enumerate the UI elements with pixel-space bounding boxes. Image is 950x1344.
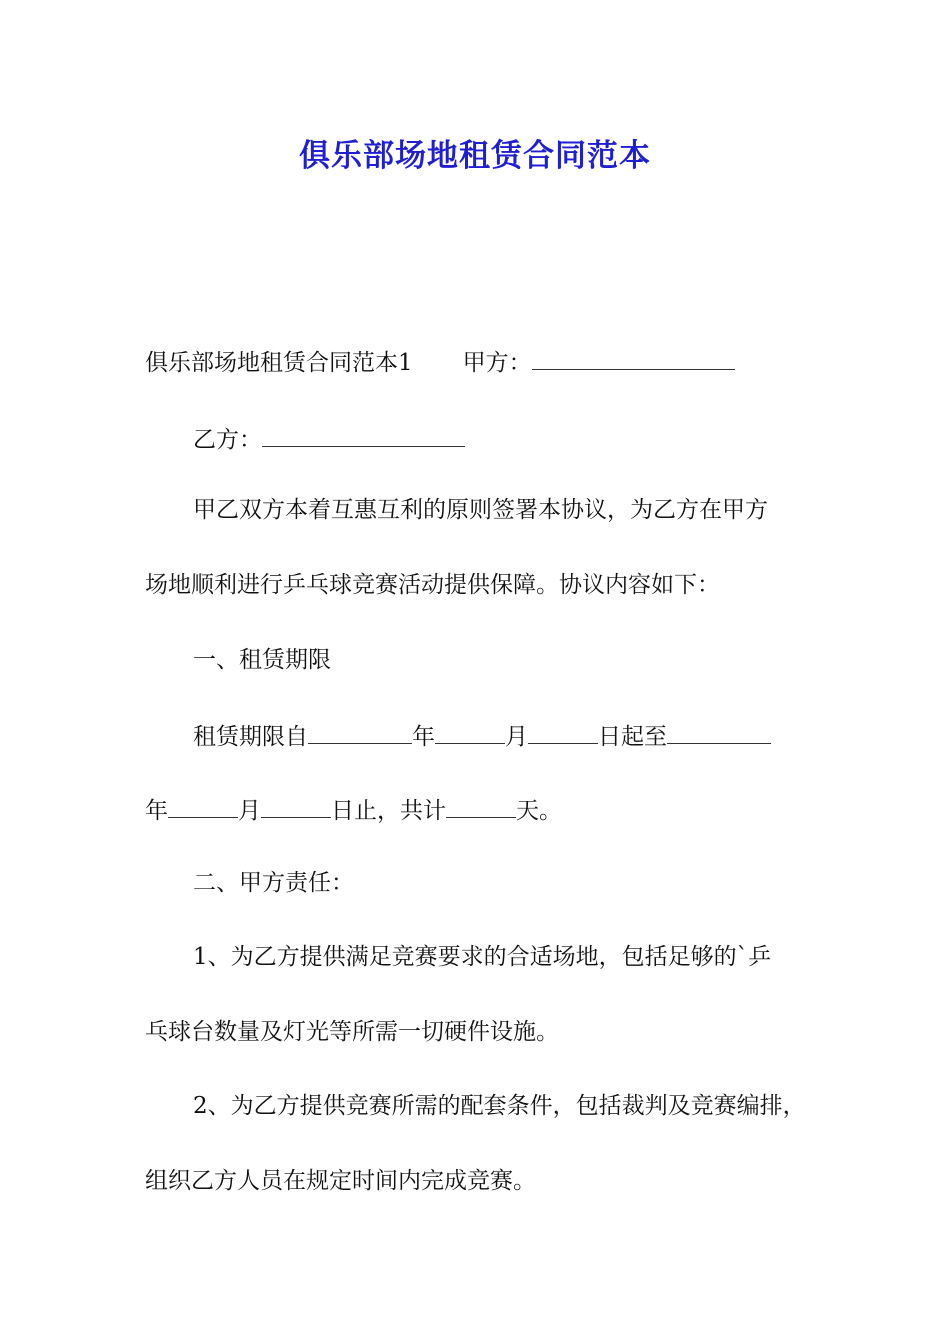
intro-line-1: 甲乙双方本着互惠互利的原则签署本协议，为乙方在甲方 [193,497,768,523]
document-title: 俱乐部场地租赁合同范本 [299,138,651,174]
intro-line-2: 场地顺利进行乒乓球竞赛活动提供保障。协议内容如下： [145,572,720,598]
term-end-year-label: 年 [145,798,168,824]
item1-line-1: 1、为乙方提供满足竞赛要求的合适场地，包括足够的`乒 [193,944,772,970]
item1-line-2: 乓球台数量及灯光等所需一切硬件设施。 [145,1019,559,1045]
item2-line-2: 组织乙方人员在规定时间内完成竞赛。 [145,1168,536,1194]
item2-line-1: 2、为乙方提供竞赛所需的配套条件，包括裁判及竞赛编排， [193,1093,806,1119]
term-start-label: 租赁期限自 [193,724,308,750]
start-month-blank [435,719,505,744]
party-b-line [193,422,465,455]
term-line-1 [193,719,771,752]
term-month-label: 月 [505,724,528,750]
section2-title: 二、甲方责任： [193,870,354,896]
party-a-label: 甲方： [462,350,532,376]
end-day-blank [261,793,331,818]
total-days-blank [446,793,516,818]
section1-title: 一、租赁期限 [193,647,331,673]
party-a-blank [532,345,735,370]
party-b-blank [262,422,465,447]
start-day-blank [528,719,598,744]
term-days-label: 天。 [516,798,562,824]
start-year-blank [308,719,412,744]
heading-text: 俱乐部场地租赁合同范本1 [145,350,413,376]
heading-line [145,345,735,378]
party-b-label: 乙方： [193,427,262,453]
end-year-blank [667,719,771,744]
term-end-day-label: 日止，共计 [331,798,446,824]
end-month-blank [168,793,238,818]
term-end-month-label: 月 [238,798,261,824]
term-day-label: 日起至 [598,724,667,750]
term-line-2 [145,793,562,826]
term-year-label: 年 [412,724,435,750]
